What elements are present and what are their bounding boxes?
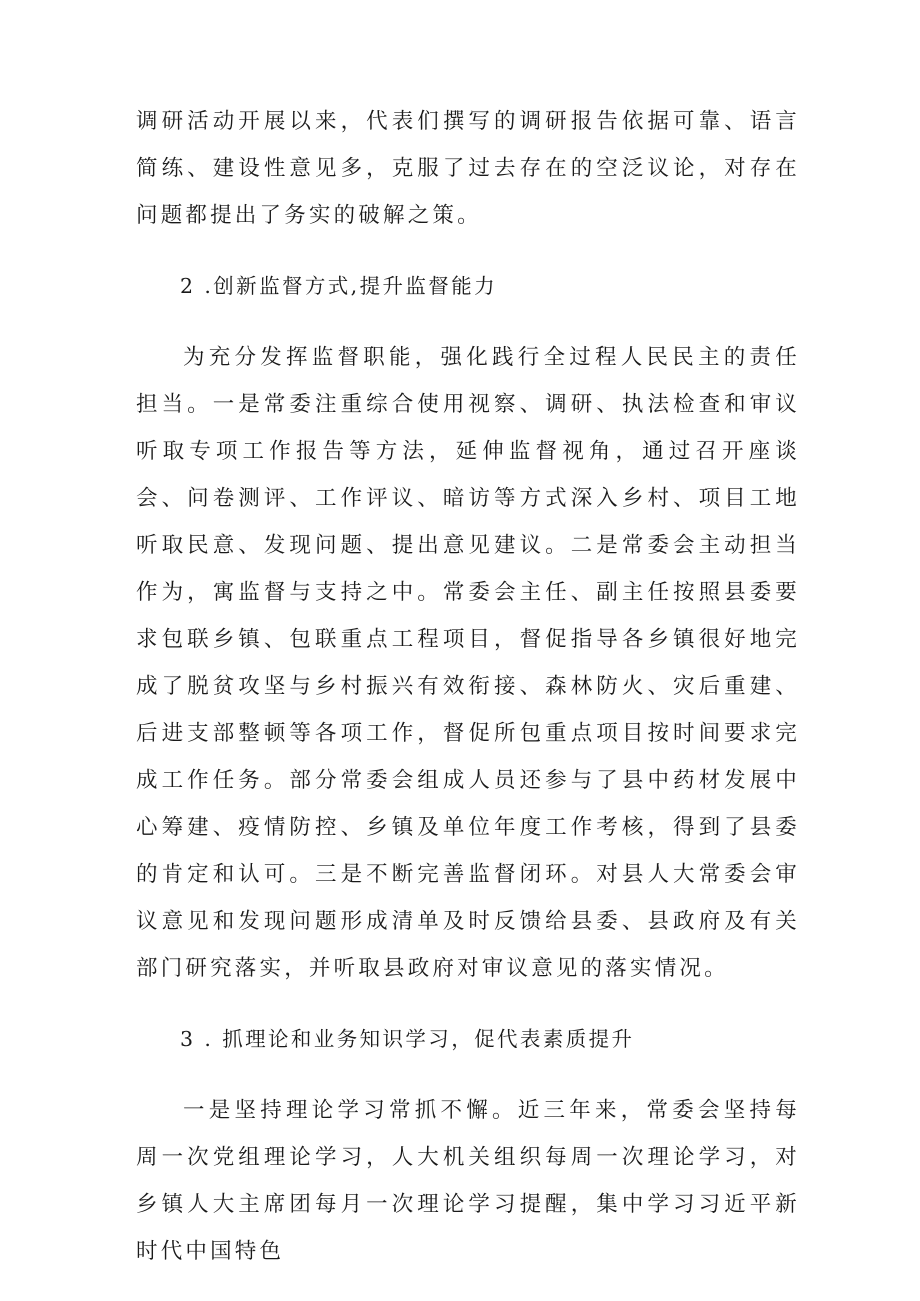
paragraph-supervision: 为充分发挥监督职能，强化践行全过程人民民主的责任担当。一是常委注重综合使用视察、调研、执法检查和审议听取专项工作报告等方法，延伸监督视角，通过召开座谈会、问卷测评、工作评议、暗访等方式深入乡村、项目工地听取民意、发现问题、提出意见建议。二是常委会主动担当作为，寓监督与支持之中。常委会主任、副主任按照县委要求包联乡镇、包联重点工程项目，督促指导各乡镇很好地完成了脱贫攻坚与乡村振兴有效衔接、森林防火、灾后重建、后进支部整顿等各项工作，督促所包重点项目按时间要求完成工作任务。部分常委会组成人员还参与了县中药材发展中心筹建、疫情防控、乡镇及单位年度工作考核，得到了县委的肯定和认可。三是不断完善监督闭环。对县人大常委会审议意见和发现问题形成清单及时反馈给县委、县政府及有关部门研究落实，并听取县政府对审议意见的落实情况。 xyxy=(136,345,800,981)
section-heading-study: 3 . 抓理论和业务知识学习，促代表素质提升 xyxy=(180,1027,635,1051)
document-body xyxy=(136,98,800,1275)
paragraph-study: 一是坚持理论学习常抓不懈。近三年来，常委会坚持每周一次党组理论学习，人大机关组织每周一次理论学习，对乡镇人大主席团每月一次理论学习提醒，集中学习习近平新时代中国特色 xyxy=(136,1098,800,1264)
paragraph-research-summary: 调研活动开展以来，代表们撰写的调研报告依据可靠、语言简练、建设性意见多，克服了过去存在的空泛议论，对存在问题都提出了务实的破解之策。 xyxy=(136,109,800,228)
section-heading-supervision: 2 .创新监督方式,提升监督能力 xyxy=(180,274,497,298)
